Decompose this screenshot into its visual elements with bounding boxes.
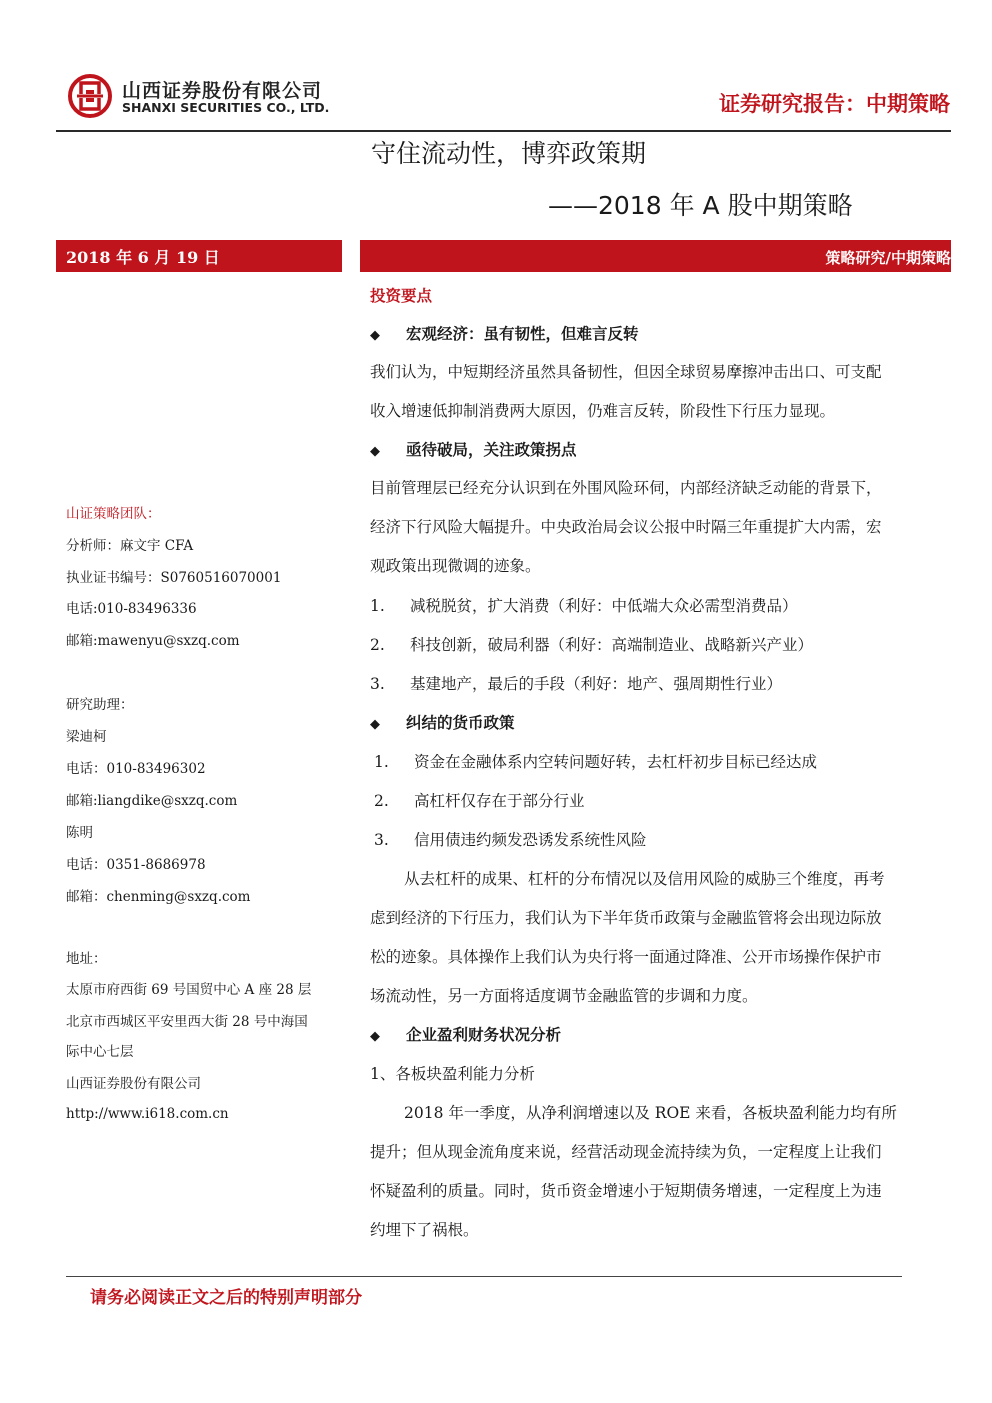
report-type: 证券研究报告：中期策略 [719,92,950,116]
bullet-heading-text: 纠结的货币政策 [406,714,515,732]
assistant-phone: 电话：0351-8686978 [66,857,206,873]
bullet-heading [370,322,639,344]
footer-divider [66,1276,902,1277]
assistant-label: 研究助理： [66,697,134,713]
report-date: 2018 年 6 月 19 日 [56,240,342,272]
analyst-email: 邮箱:mawenyu@sxzq.com [66,633,240,649]
paragraph-line: 怀疑盈利的质量。同时，货币资金增速小于短期债务增速，一定程度上为违 [370,1182,882,1200]
list-item: 1. 资金在金融体系内空转问题好转，去杠杆初步目标已经达成 [374,753,818,771]
bullet-heading-text: 企业盈利财务状况分析 [406,1026,562,1044]
company-name-en: SHANXI SECURITIES CO., LTD. [122,100,330,115]
address-label: 地址： [66,951,107,967]
list-item: 3. 基建地产，最后的手段（利好：地产、强周期性行业） [370,675,783,693]
company-logo-icon [68,74,112,118]
bullet-heading [370,711,515,733]
assistant-email: 邮箱：chenming@sxzq.com [66,889,251,905]
list-item: 2. 科技创新，破局利器（利好：高端制造业、战略新兴产业） [370,636,814,654]
address-taiyuan: 太原市府西街 69 号国贸中心 A 座 28 层 [66,982,312,998]
paragraph-line: 虑到经济的下行压力，我们认为下半年货币政策与金融监管将会出现边际放 [370,909,882,927]
report-subtitle: ——2018 年 A 股中期策略 [548,191,853,220]
team-label: 山证策略团队： [66,506,161,522]
paragraph-line: 2018 年一季度，从净利润增速以及 ROE 来看，各板块盈利能力均有所 [404,1104,897,1122]
diamond-bullet-icon: ◆ [370,1029,380,1044]
paragraph-line: 我们认为，中短期经济虽然具备韧性，但因全球贸易摩擦冲击出口、可支配 [370,363,882,381]
analyst: 分析师：麻文宇 CFA [66,538,194,554]
diamond-bullet-icon: ◆ [370,328,380,343]
company-name: 山西证券股份有限公司 [66,1076,201,1092]
section-title: 投资要点 [370,287,433,305]
paragraph-line: 场流动性，另一方面将适度调节金融监管的步调和力度。 [370,987,758,1005]
paragraph-line: 收入增速低抑制消费两大原因，仍难言反转，阶段性下行压力显现。 [370,402,836,420]
website-link[interactable]: http://www.i618.com.cn [66,1106,229,1122]
disclaimer: 请务必阅读正文之后的特别声明部分 [90,1288,362,1308]
report-title: 守住流动性，博弈政策期 [371,139,647,168]
company-name-cn: 山西证券股份有限公司 [122,80,323,102]
paragraph-line: 目前管理层已经充分认识到在外围风险环伺，内部经济缺乏动能的背景下， [370,479,882,497]
paragraph-line: 约埋下了祸根。 [370,1221,479,1239]
analyst-phone: 电话:010-83496336 [66,601,197,617]
paragraph-line: 提升；但从现金流角度来说，经营活动现金流持续为负，一定程度上让我们 [370,1143,882,1161]
address-beijing-cont: 际中心七层 [66,1044,134,1060]
assistant-phone: 电话：010-83496302 [66,761,206,777]
sub-heading: 1、各板块盈利能力分析 [370,1065,535,1083]
report-category: 策略研究/中期策略 [360,240,951,272]
list-item: 2. 高杠杆仅存在于部分行业 [374,792,585,810]
header-divider [56,130,951,132]
cert-number: 执业证书编号：S0760516070001 [66,570,282,586]
list-item: 1. 减税脱贫，扩大消费（利好：中低端大众必需型消费品） [370,597,798,615]
assistant-name: 陈明 [66,825,93,841]
paragraph-line: 观政策出现微调的迹象。 [370,557,541,575]
paragraph-line: 经济下行风险大幅提升。中央政治局会议公报中时隔三年重提扩大内需，宏 [370,518,882,536]
list-item: 3. 信用债违约频发恐诱发系统性风险 [374,831,647,849]
address-beijing: 北京市西城区平安里西大街 28 号中海国 [66,1014,308,1030]
bullet-heading-text: 宏观经济：虽有韧性，但难言反转 [406,325,639,343]
paragraph-line: 从去杠杆的成果、杠杆的分布情况以及信用风险的威胁三个维度，再考 [404,870,885,888]
diamond-bullet-icon: ◆ [370,444,380,459]
paragraph-line: 松的迹象。具体操作上我们认为央行将一面通过降准、公开市场操作保护市 [370,948,882,966]
bullet-heading [370,1023,561,1045]
assistant-email: 邮箱:liangdike@sxzq.com [66,793,238,809]
bullet-heading [370,438,577,460]
assistant-name: 梁迪柯 [66,729,107,745]
diamond-bullet-icon: ◆ [370,717,380,732]
bullet-heading-text: 亟待破局，关注政策拐点 [406,441,577,459]
